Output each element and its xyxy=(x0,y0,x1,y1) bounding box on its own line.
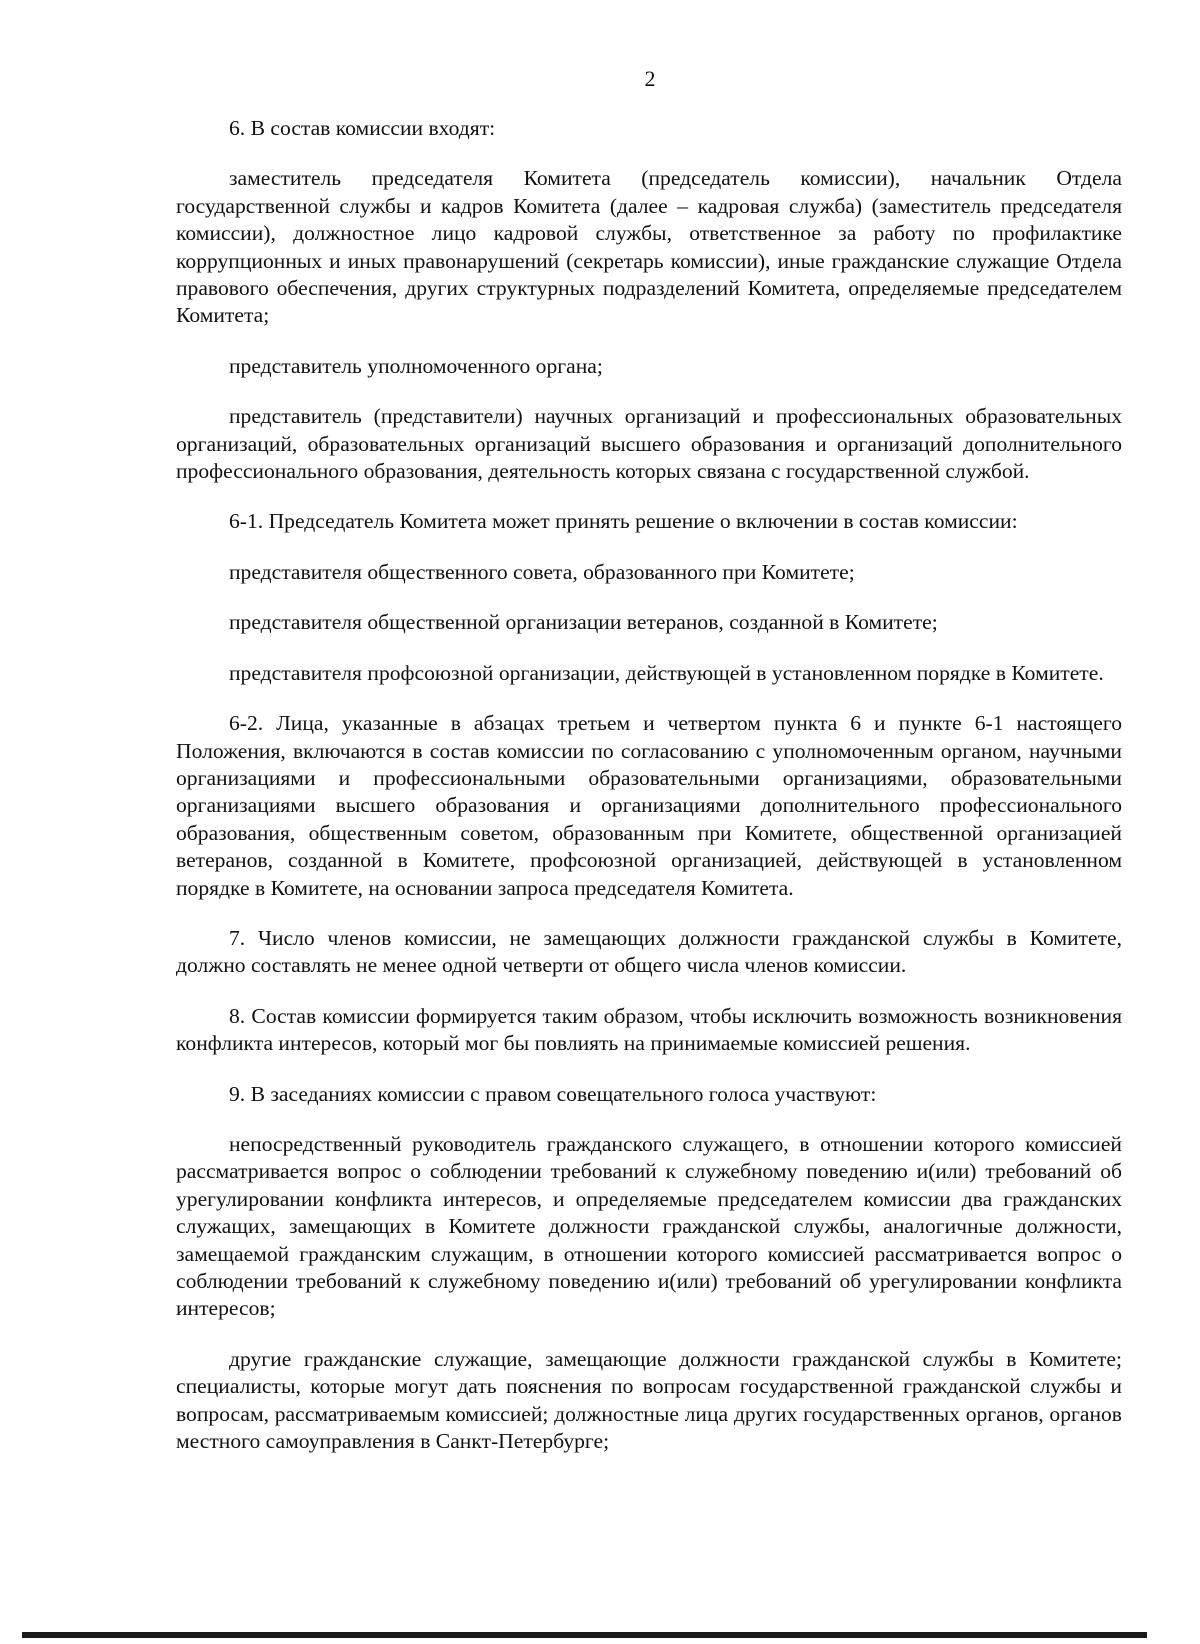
paragraph-6-heading: 6. В состав комиссии входят: xyxy=(229,116,496,140)
paragraph-9-other-servants: другие гражданские служащие, замещающие должности гражданской службы в Комитете; специалисты, которые могут дать пояснения по вопросам государственной гражданской службы и вопросам, рассматриваемым комиссией; должностные лица других государственных органов, органов местного самоуправления в Санкт-Петербурге; xyxy=(176,1346,1122,1454)
paragraph-9-direct-supervisor: непосредственный руководитель гражданского служащего, в отношении которого комиссией рассматривается вопрос о соблюдении требований к служебному поведению и(или) требований об урегулировании конфликта интересов, и определяемые председателем комиссии два гражданских служащих, замещающих в Комитете должности гражданской службы, аналогичные должности, замещаемой гражданским служащим, в отношении которого комиссией рассматривается вопрос о соблюдении требований к служебному поведению и(или) требований об урегулировании конфликта интересов; xyxy=(176,1131,1122,1321)
paragraph-6-1-heading: 6-1. Председатель Комитета может принять решение о включении в состав комиссии: xyxy=(229,509,1018,534)
document-body xyxy=(176,115,1122,1478)
paragraph-6-1-public-council: представителя общественного совета, образованного при Комитете; xyxy=(229,559,855,584)
paragraph-6-member-chair: заместитель председателя Комитета (председатель комиссии), начальник Отдела государственной службы и кадров Комитета (далее – кадровая служба) (заместитель председателя комиссии), должностное лицо кадровой службы, ответственное за работу по профилактике коррупционных и иных правонарушений (секретарь комиссии), иные гражданские служащие Отдела правового обеспечения, других структурных подразделений Комитета, определяемые председателем Комитета; xyxy=(176,166,1122,328)
paragraph-6-2: 6-2. Лица, указанные в абзацах третьем и четвертом пункта 6 и пункте 6-1 настоящего Положения, включаются в состав комиссии по согласованию с уполномоченным органом, научными организациями и профессиональными образовательными организациями, образовательными организациями высшего образования и организациями дополнительного профессионального образования, общественным советом, образованным при Комитете, общественной организацией ветеранов, созданной в Комитете, профсоюзной организацией, действующей в установленном порядке в Комитете, на основании запроса председателя Комитета. xyxy=(176,711,1122,900)
paragraph-6-1-trade-union: представителя профсоюзной организации, действующей в установленном порядке в Комитете. xyxy=(229,660,1104,685)
scan-bottom-border xyxy=(22,1632,1147,1638)
page-number: 2 xyxy=(644,66,656,91)
paragraph-6-member-scientific: представитель (представители) научных организаций и профессиональных образовательных организаций, образовательных организаций высшего образования и организаций дополнительного профессионального образования, деятельность которых связана с государственной службой. xyxy=(176,404,1122,484)
paragraph-6-1-veterans: представителя общественной организации ветеранов, созданной в Комитете; xyxy=(229,610,938,635)
paragraph-9-heading: 9. В заседаниях комиссии с правом совещательного голоса участвуют: xyxy=(229,1081,877,1106)
paragraph-8: 8. Состав комиссии формируется таким образом, чтобы исключить возможность возникновения конфликта интересов, который мог бы повлиять на принимаемые комиссией решения. xyxy=(176,1003,1122,1056)
paragraph-6-member-authorized-body: представитель уполномоченного органа; xyxy=(229,353,603,378)
paragraph-7: 7. Число членов комиссии, не замещающих должности гражданской службы в Комитете, должно составлять не менее одной четверти от общего числа членов комиссии. xyxy=(176,925,1122,978)
